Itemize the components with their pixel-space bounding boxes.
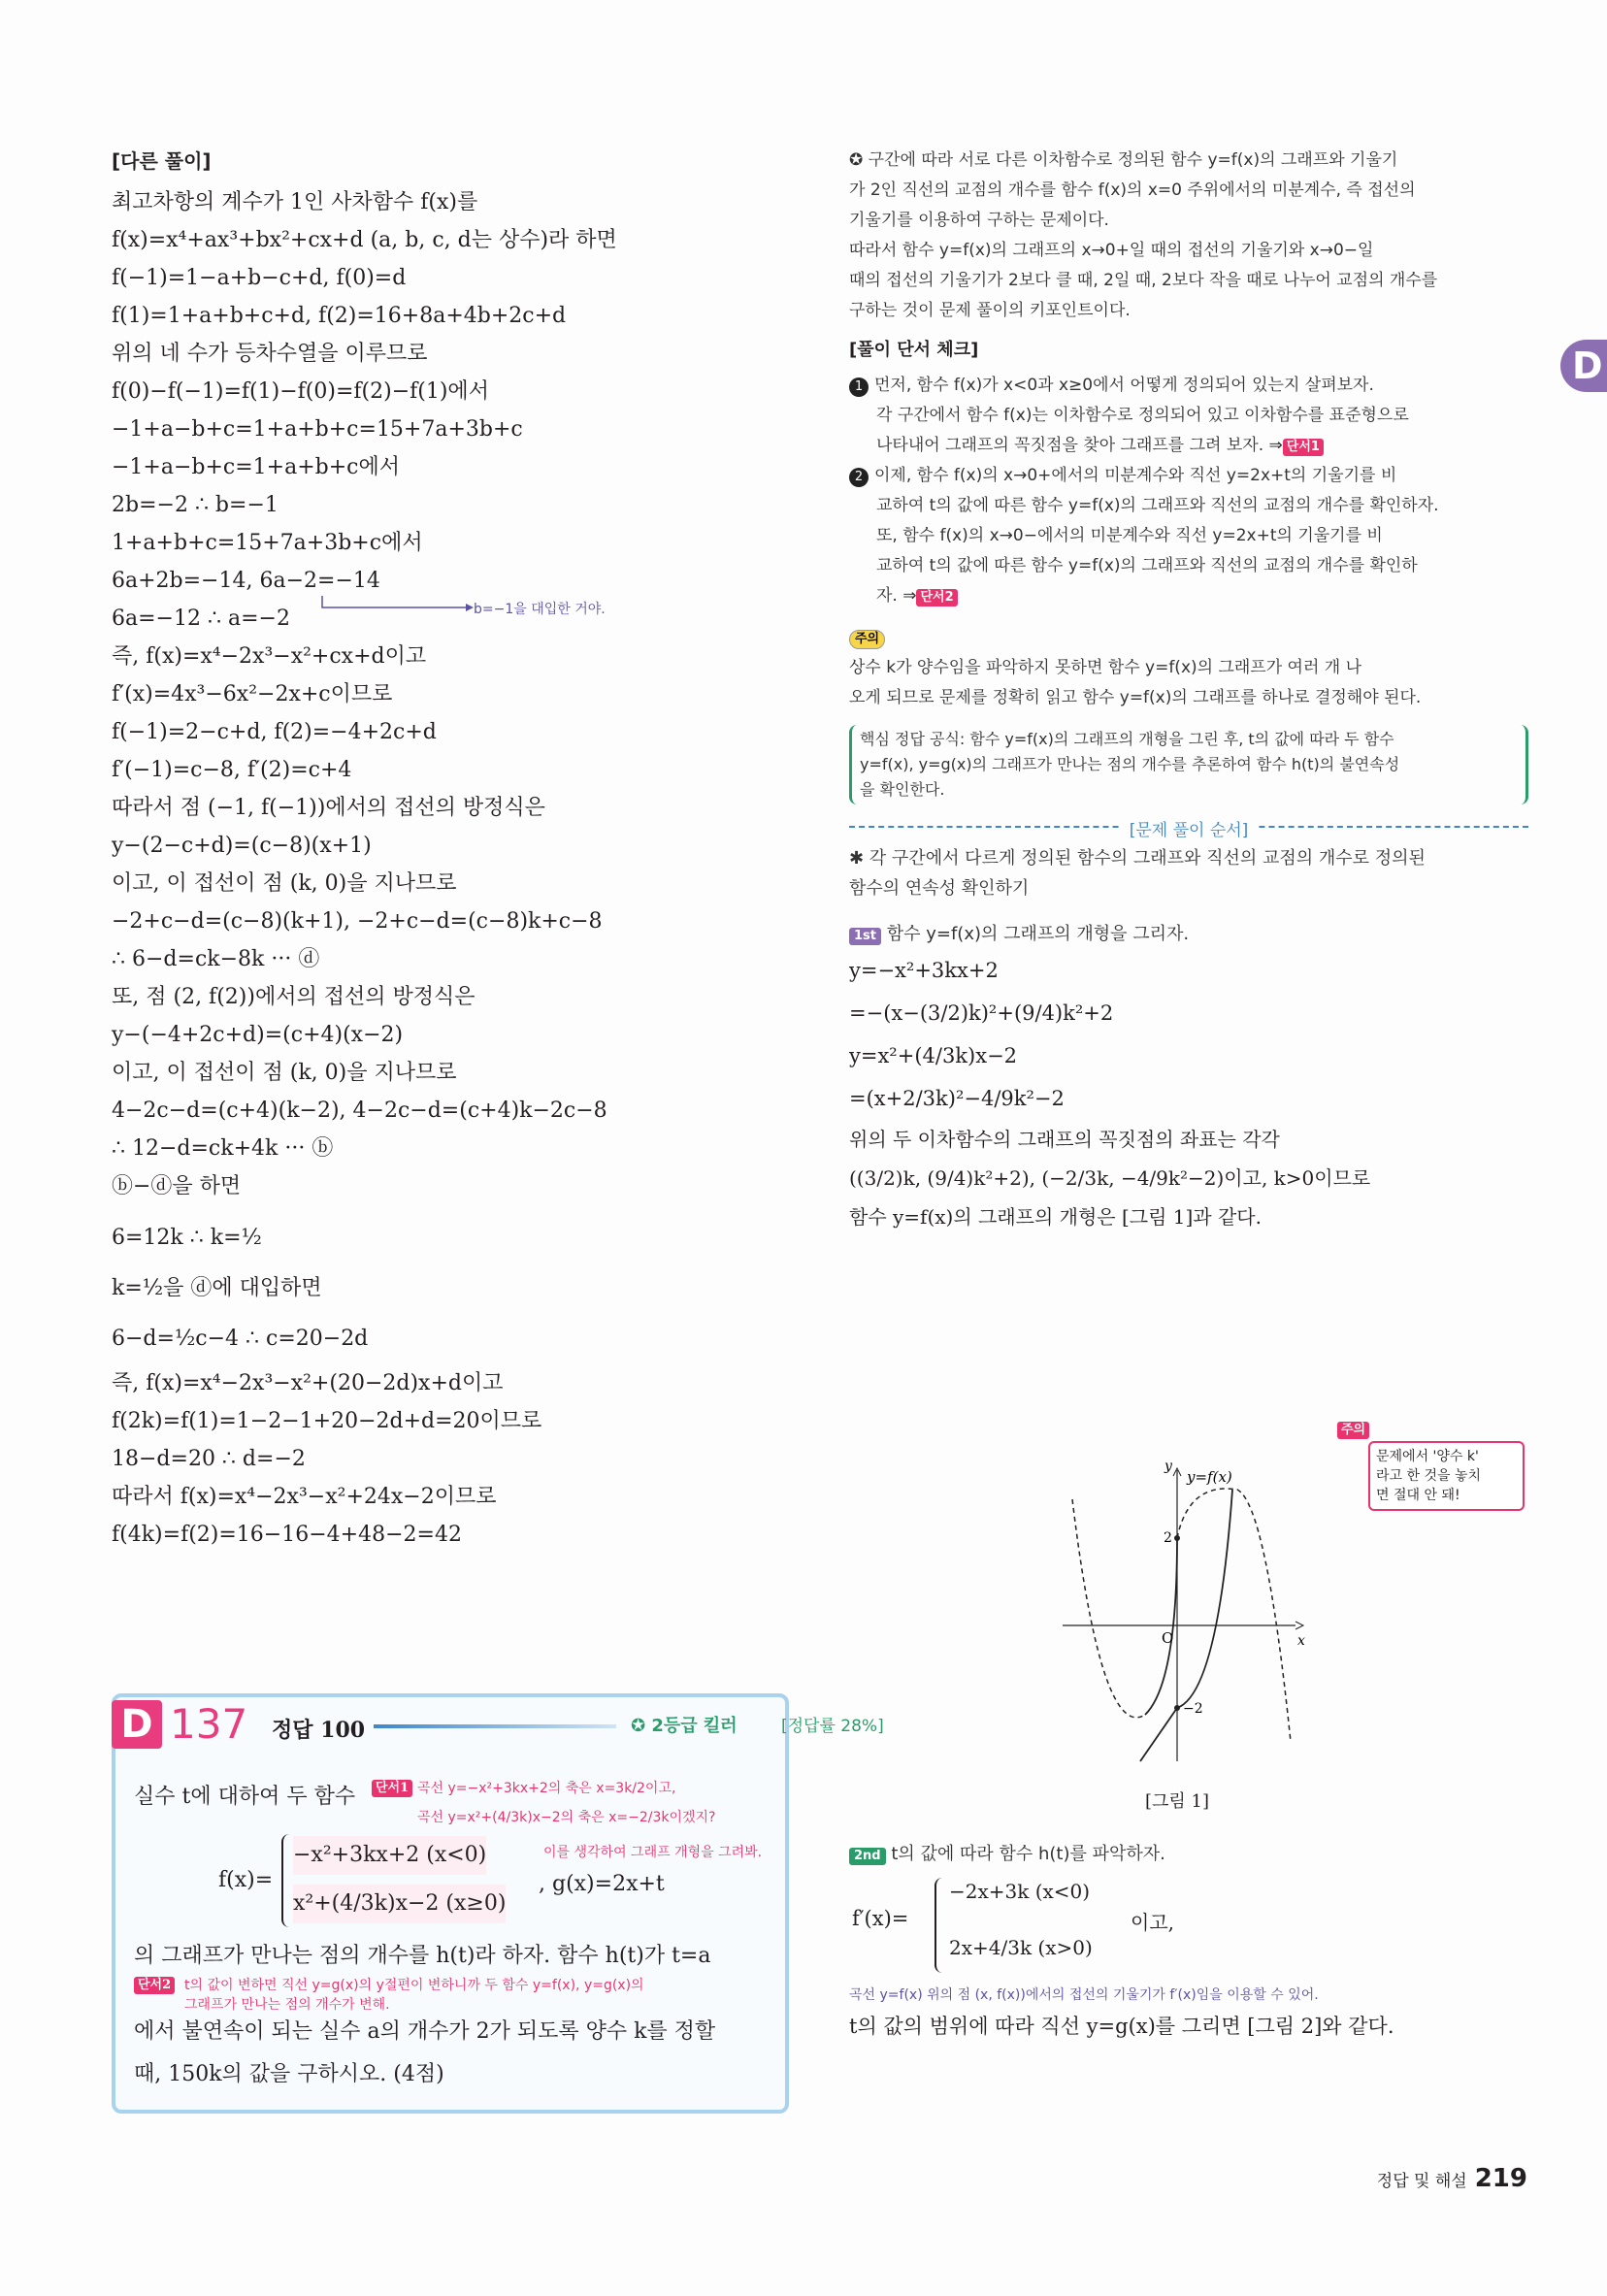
alt-line-18: y−(2−c+d)=(c−8)(x+1) [112, 834, 372, 858]
alt-line-frac-2: k=½을 ⓓ에 대입하면 [112, 1276, 322, 1300]
order-line-1: ✱ 각 구간에서 다르게 정의된 함수의 그래프와 직선의 교점의 개수로 정의된 [849, 848, 1426, 869]
alt-line-6: f(0)−f(−1)=f(1)−f(0)=f(2)−f(1)에서 [112, 379, 489, 404]
intro-line-6: 구하는 것이 문제 풀이의 키포인트이다. [849, 301, 1131, 320]
alt-line-22: 또, 점 (2, f(2))에서의 접선의 방정식은 [112, 985, 476, 1009]
alt-line-21: ∴ 6−d=ck−8k ··· ⓓ [112, 947, 320, 971]
s1-eq-3: y=x²+(4/3k)x−2 [849, 1044, 1018, 1067]
alt-solution-lines-3 [112, 1364, 791, 1554]
hint1-note-b: 곡선 y=x²+(4/3k)x−2의 축은 x=−2/3k이겠지? [417, 1810, 716, 1825]
step2-tag: 단서2 [916, 589, 957, 607]
alt-line-20: −2+c−d=(c−8)(k+1), −2+c−d=(c−8)k+c−8 [112, 909, 603, 934]
check-heading: [풀이 단서 체크] [849, 340, 979, 360]
alt-line-frac-1: 6=12k ∴ k=½ [112, 1226, 262, 1250]
alt-line-3: f(−1)=1−a+b−c+d, f(0)=d [112, 266, 407, 290]
step1-number-icon: 1 [849, 377, 869, 397]
origin-label: O [1162, 1629, 1174, 1647]
step2-block [849, 461, 1528, 611]
hint1-tag: 단서1 [372, 1780, 412, 1797]
alt-line-16: f′(−1)=c−8, f′(2)=c+4 [112, 758, 352, 782]
fprime-case-2: 2x+4/3k (x>0) [949, 1936, 1093, 1959]
alt-line-17: 따라서 점 (−1, f(−1))에서의 접선의 방정식은 [112, 796, 545, 820]
tick-top: 2 [1164, 1530, 1172, 1546]
page-footer [1377, 2164, 1527, 2193]
alt-line-7: −1+a−b+c=1+a+b+c=15+7a+3b+c [112, 417, 523, 442]
hint2-note-b: 그래프가 만나는 점의 개수가 변해. [184, 1997, 390, 2013]
s1-eq-4: =(x+2/3k)²−4/9k²−2 [849, 1087, 1065, 1110]
alt-solution-heading: [다른 풀이] [112, 149, 212, 173]
alt-line-24: 이고, 이 접선이 점 (k, 0)을 지나므로 [112, 1061, 457, 1085]
s1-text-3: 함수 y=f(x)의 그래프의 개형은 [그림 1]과 같다. [849, 1205, 1262, 1229]
second-step-last: t의 값의 범위에 따라 직선 y=g(x)를 그리면 [그림 2]와 같다. [849, 2015, 1394, 2038]
order-line-2: 함수의 연속성 확인하기 [849, 878, 1030, 899]
intro-paragraph [849, 146, 1528, 326]
fprime-label: f′(x)= [852, 1907, 909, 1930]
first-step-title: 1st 함수 y=f(x)의 그래프의 개형을 그리자. [849, 919, 1528, 949]
core-line-3: 을 확인한다. [860, 780, 945, 799]
alt-line-9: 2b=−2 ∴ b=−1 [112, 493, 279, 517]
step2-line-4: 교하여 t의 값에 따른 함수 y=f(x)의 그래프와 직선의 교점의 개수를 확인하 [876, 556, 1418, 575]
correct-rate: [정답률 28%] [781, 1717, 884, 1736]
step2-line-5: 자. ⇒ [876, 586, 917, 606]
fprime-brace [935, 1878, 946, 1973]
alt-line-13: 즉, f(x)=x⁴−2x³−x²+cx+d이고 [112, 644, 427, 669]
x-axis-label: x [1297, 1633, 1305, 1649]
step2-line-1: 이제, 함수 f(x)의 x→0+에서의 미분계수와 직선 y=2x+t의 기울기를 비 [874, 466, 1397, 485]
alt-line-end-2: f(2k)=f(1)=1−2−1+20−2d+d=20이므로 [112, 1409, 542, 1433]
core-line-1: 핵심 정답 공식: 함수 y=f(x)의 그래프의 개형을 그린 후, t의 값에 따라 두 함수 [860, 730, 1394, 748]
answer-label: 정답 100 [272, 1718, 366, 1743]
fprime-tail: 이고, [1131, 1911, 1174, 1934]
first-step-text [849, 1120, 1528, 1236]
alt-line-end-3: 18−d=20 ∴ d=−2 [112, 1447, 306, 1471]
annotation-b-value: b=−1을 대입한 거야. [474, 602, 606, 617]
hint2-tag: 단서2 [134, 1977, 175, 1994]
first-step-equations [849, 949, 1528, 1120]
alt-line-5: 위의 네 수가 등차수열을 이루므로 [112, 342, 428, 366]
order-title: [문제 풀이 순서] [1122, 821, 1257, 840]
hint1-note-a: 곡선 y=−x²+3kx+2의 축은 x=3k/2이고, [417, 1781, 676, 1796]
tick-bottom: −2 [1183, 1701, 1203, 1717]
side-caution-tag: 주의 [1337, 1422, 1369, 1439]
annotation-arrow [320, 594, 476, 613]
footer-label: 정답 및 해설 [1376, 2172, 1467, 2191]
alt-line-25: 4−2c−d=(c+4)(k−2), 4−2c−d=(c+4)k−2c−8 [112, 1099, 607, 1123]
alt-line-end-1: 즉, f(x)=x⁴−2x³−x²+(20−2d)x+d이고 [112, 1371, 504, 1395]
alt-line-12: 6a=−12 ∴ a=−2 [112, 607, 290, 631]
second-step-tag: 2nd [849, 1848, 886, 1865]
step1-block [849, 371, 1528, 461]
alt-line-2: f(x)=x⁴+ax³+bx²+cx+d (a, b, c, d는 상수)라 하면 [112, 228, 617, 252]
alt-line-26: ∴ 12−d=ck+4k ··· ⓑ [112, 1136, 334, 1161]
right-column [849, 146, 1528, 1236]
step1-tag: 단서1 [1283, 439, 1324, 456]
intro-line-3: 기울기를 이용하여 구하는 문제이다. [849, 211, 1109, 230]
figure-1-caption: [그림 1] [1145, 1791, 1209, 1812]
problem-line-3: 의 그래프가 만나는 점의 개수를 h(t)라 하자. 함수 h(t)가 t=a [134, 1944, 711, 1968]
section-badge: D [112, 1700, 162, 1749]
difficulty-label: ✪ 2등급 킬러 [631, 1716, 738, 1736]
fx-case-1: −x²+3kx+2 (x<0) [293, 1836, 486, 1875]
section-side-tab[interactable]: D [1560, 340, 1607, 392]
caution-tag: 주의 [849, 630, 885, 649]
alt-line-frac-3: 6−d=½c−4 ∴ c=20−2d [112, 1327, 369, 1351]
left-column [112, 146, 791, 1554]
hint1-note-c: 이를 생각하여 그래프 개형을 그려봐. [543, 1845, 763, 1860]
core-formula-box [849, 725, 1528, 804]
order-divider [849, 821, 1528, 840]
problem-line-4: 에서 불연속이 되는 실수 a의 개수가 2가 되도록 양수 k를 정할 [134, 2019, 716, 2044]
alt-line-1: 최고차항의 계수가 1인 사차함수 f(x)를 [112, 190, 478, 214]
intro-line-4: 따라서 함수 y=f(x)의 그래프의 x→0+일 때의 접선의 기울기와 x→0−일 [849, 241, 1374, 260]
fx-case-2: x²+(4/3k)x−2 (x≥0) [293, 1885, 506, 1923]
alt-line-4: f(1)=1+a+b+c+d, f(2)=16+8a+4b+2c+d [112, 304, 567, 328]
fprime-case-1: −2x+3k (x<0) [949, 1880, 1091, 1903]
problem-header [112, 1700, 884, 1749]
intro-line-1: ✪ 구간에 따라 서로 다른 이차함수로 정의된 함수 y=f(x)의 그래프와 기울기 [849, 150, 1398, 170]
step2-line-2: 교하여 t의 값에 따른 함수 y=f(x)의 그래프와 직선의 교점의 개수를 확인하자. [876, 496, 1439, 515]
caution-block [849, 623, 1528, 713]
gx-definition: , g(x)=2x+t [539, 1872, 665, 1896]
side-caution-note: 문제에서 '양수 k' 라고 한 것을 놓치 면 절대 안 돼! [1368, 1441, 1525, 1511]
hint2-note-a: t의 값이 변하면 직선 y=g(x)의 y절편이 변하니까 두 함수 y=f(x), y=g(x)의 [184, 1978, 644, 1993]
step2-number-icon: 2 [849, 468, 869, 487]
alt-line-end-5: f(4k)=f(2)=16−16−4+48−2=42 [112, 1523, 462, 1547]
step1-line-2: 각 구간에서 함수 f(x)는 이차함수로 정의되어 있고 이차함수를 표준형으로 [876, 406, 1409, 425]
alt-line-end-4: 따라서 f(x)=x⁴−2x³−x²+24x−2이므로 [112, 1485, 497, 1509]
problem-number: 137 [170, 1700, 248, 1748]
second-step-title: 2nd t의 값에 따라 함수 h(t)를 파악하자. [849, 1839, 1165, 1869]
alt-line-27: ⓑ−ⓓ을 하면 [112, 1174, 242, 1198]
step2-line-3: 또, 함수 f(x)의 x→0−에서의 미분계수와 직선 y=2x+t의 기울기를 비 [876, 526, 1383, 545]
step1-line-1: 먼저, 함수 f(x)가 x<0과 x≥0에서 어떻게 정의되어 있는지 살펴보자. [874, 376, 1374, 395]
y-axis-label: y [1164, 1460, 1172, 1474]
caution-line-2: 오게 되므로 문제를 정확히 읽고 함수 y=f(x)의 그래프를 하나로 결정해야 된다. [849, 688, 1422, 707]
alt-solution-lines-2 [112, 1213, 791, 1364]
alt-line-11: 6a+2b=−14, 6a−2=−14 [112, 569, 380, 593]
order-text [849, 843, 1528, 903]
intro-line-5: 때의 접선의 기울기가 2보다 클 때, 2일 때, 2보다 작을 때로 나누어 교점의 개수를 [849, 271, 1438, 290]
alt-line-10: 1+a+b+c=15+7a+3b+c에서 [112, 531, 423, 555]
step1-line-3: 나타내어 그래프의 꼭짓점을 찾아 그래프를 그려 보자. ⇒ [876, 436, 1283, 455]
alt-line-8: −1+a−b+c=1+a+b+c에서 [112, 455, 401, 479]
alt-line-19: 이고, 이 접선이 점 (k, 0)을 지나므로 [112, 871, 457, 896]
alt-line-15: f(−1)=2−c+d, f(2)=−4+2c+d [112, 720, 437, 744]
problem-line-5: 때, 150k의 값을 구하시오. (4점) [134, 2062, 444, 2086]
core-line-2: y=f(x), y=g(x)의 그래프가 만나는 점의 개수를 추론하여 함수 h(t)의 불연속성 [860, 755, 1400, 773]
s1-eq-1: y=−x²+3kx+2 [849, 959, 999, 982]
page-number: 219 [1474, 2164, 1527, 2193]
alt-solution-lines [112, 183, 791, 1205]
problem-line-1: 실수 t에 대하여 두 함수 [134, 1785, 356, 1809]
curve-label: y=f(x) [1187, 1468, 1232, 1486]
caution-line-1: 상수 k가 양수임을 파악하지 못하면 함수 y=f(x)의 그래프가 여러 개 나 [849, 658, 1362, 677]
alt-line-23: y−(−4+2c+d)=(c+4)(x−2) [112, 1023, 404, 1047]
second-step-note: 곡선 y=f(x) 위의 점 (x, f(x))에서의 접선의 기울기가 f′(x)임을 이용할 수 있어. [849, 1987, 1319, 2003]
s1-text-1: 위의 두 이차함수의 그래프의 꼭짓점의 좌표는 각각 [849, 1128, 1280, 1151]
figure-1-graph [1063, 1460, 1315, 1771]
first-step-tag: 1st [849, 928, 881, 945]
s1-text-2: ((3/2)k, (9/4)k²+2), (−2/3k, −4/9k²−2)이고, k>0이므로 [849, 1166, 1371, 1190]
intro-line-2: 가 2인 직선의 교점의 개수를 함수 f(x)의 x=0 주위에서의 미분계수, 즉 접선의 [849, 180, 1416, 200]
header-bar [374, 1724, 616, 1728]
fx-label: f(x)= [218, 1868, 274, 1892]
alt-line-14: f′(x)=4x³−6x²−2x+c이므로 [112, 682, 393, 706]
s1-eq-2: =−(x−(3/2)k)²+(9/4)k²+2 [849, 1001, 1114, 1025]
